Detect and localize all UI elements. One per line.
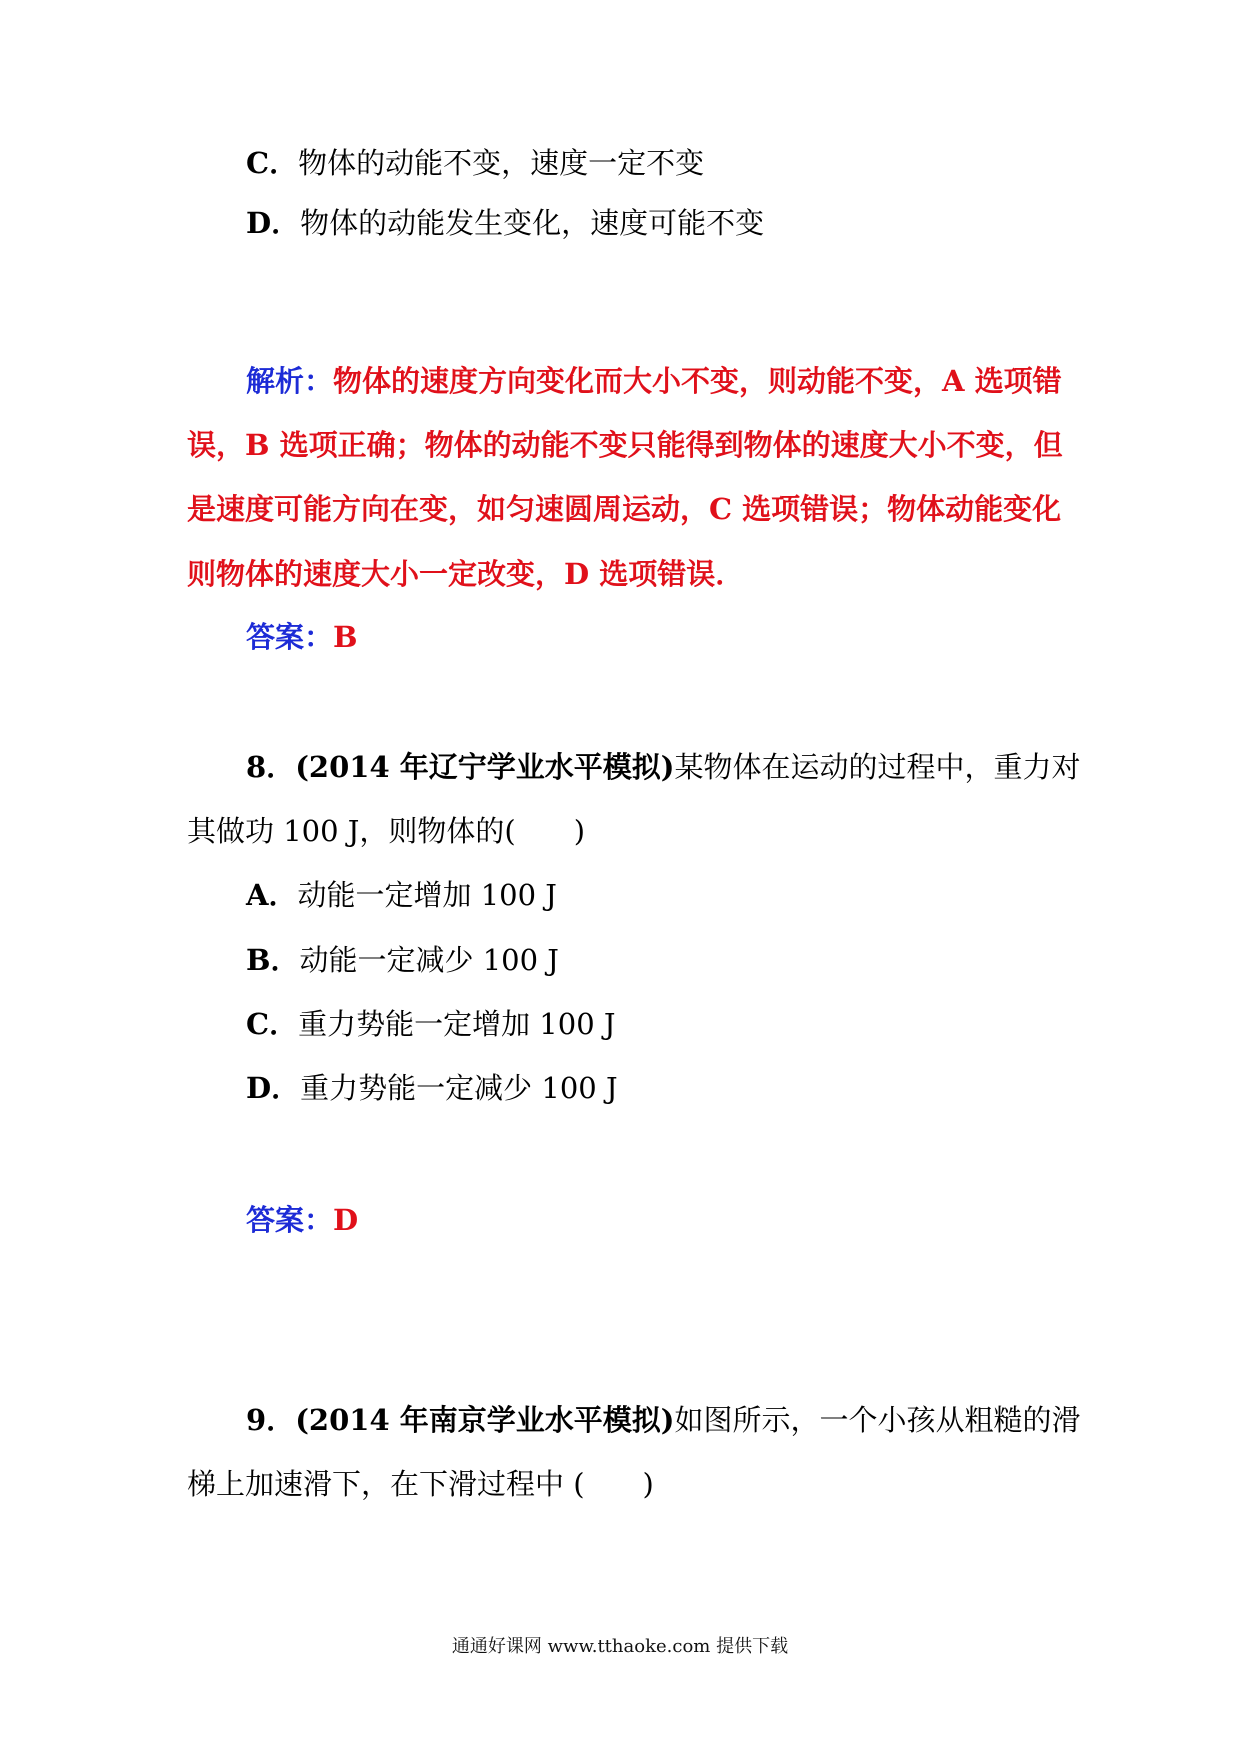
option-text: 动能一定减少 100 J — [299, 943, 559, 977]
option-label: B． — [246, 943, 300, 977]
question-stem: 某物体在运动的过程中，重力对 — [674, 750, 1081, 784]
option-text: 重力势能一定减少 100 J — [300, 1071, 618, 1105]
q8-stem-line-2: 其做功 100 J，则物体的( ) — [187, 814, 586, 848]
page-footer: 通通好课网 www.tthaoke.com 提供下载 — [451, 1636, 789, 1657]
question-number: 9． — [246, 1403, 296, 1437]
analysis-text: 物体的速度方向变化而大小不变，则动能不变，A 选项错 — [333, 364, 1062, 398]
option-label: C． — [246, 146, 299, 180]
q7-analysis-line-2: 误，B 选项正确；物体的动能不变只能得到物体的速度大小不变，但 — [187, 428, 1063, 462]
q8-option-d — [246, 1068, 618, 1108]
question-source: (2014 年辽宁学业水平模拟) — [295, 750, 675, 784]
q7-answer — [246, 617, 358, 657]
q7-option-d — [246, 203, 764, 243]
q7-analysis-line-3: 是速度可能方向在变，如匀速圆周运动，C 选项错误；物体动能变化 — [187, 492, 1062, 526]
option-label: D． — [246, 206, 301, 240]
q8-option-a — [246, 875, 557, 915]
question-source: (2014 年南京学业水平模拟) — [295, 1403, 675, 1437]
answer-label: 答案： — [246, 1203, 334, 1237]
q9-stem-line-2: 梯上加速滑下，在下滑过程中 ( ) — [187, 1467, 654, 1501]
q7-analysis-line-4: 则物体的速度大小一定改变，D 选项错误． — [187, 557, 745, 591]
q7-option-c — [246, 143, 704, 183]
question-stem: 如图所示，一个小孩从粗糙的滑 — [674, 1403, 1081, 1437]
question-number: 8． — [246, 750, 296, 784]
option-label: C． — [246, 1007, 299, 1041]
option-text: 重力势能一定增加 100 J — [298, 1007, 616, 1041]
q8-answer — [246, 1200, 358, 1240]
q8-option-c — [246, 1004, 616, 1044]
option-label: D． — [246, 1071, 301, 1105]
q8-stem-line-1 — [246, 747, 1080, 787]
q8-option-b — [246, 940, 559, 980]
option-text: 物体的动能不变，速度一定不变 — [298, 146, 705, 180]
q9-stem-line-1 — [246, 1400, 1080, 1440]
answer-value: B — [333, 620, 358, 654]
analysis-title: 解析： — [246, 364, 334, 398]
option-text: 物体的动能发生变化，速度可能不变 — [300, 206, 765, 240]
option-text: 动能一定增加 100 J — [297, 878, 557, 912]
answer-value: D — [333, 1203, 359, 1237]
option-label: A． — [246, 878, 298, 912]
answer-label: 答案： — [246, 620, 334, 654]
q7-analysis-line-1 — [246, 361, 1062, 401]
